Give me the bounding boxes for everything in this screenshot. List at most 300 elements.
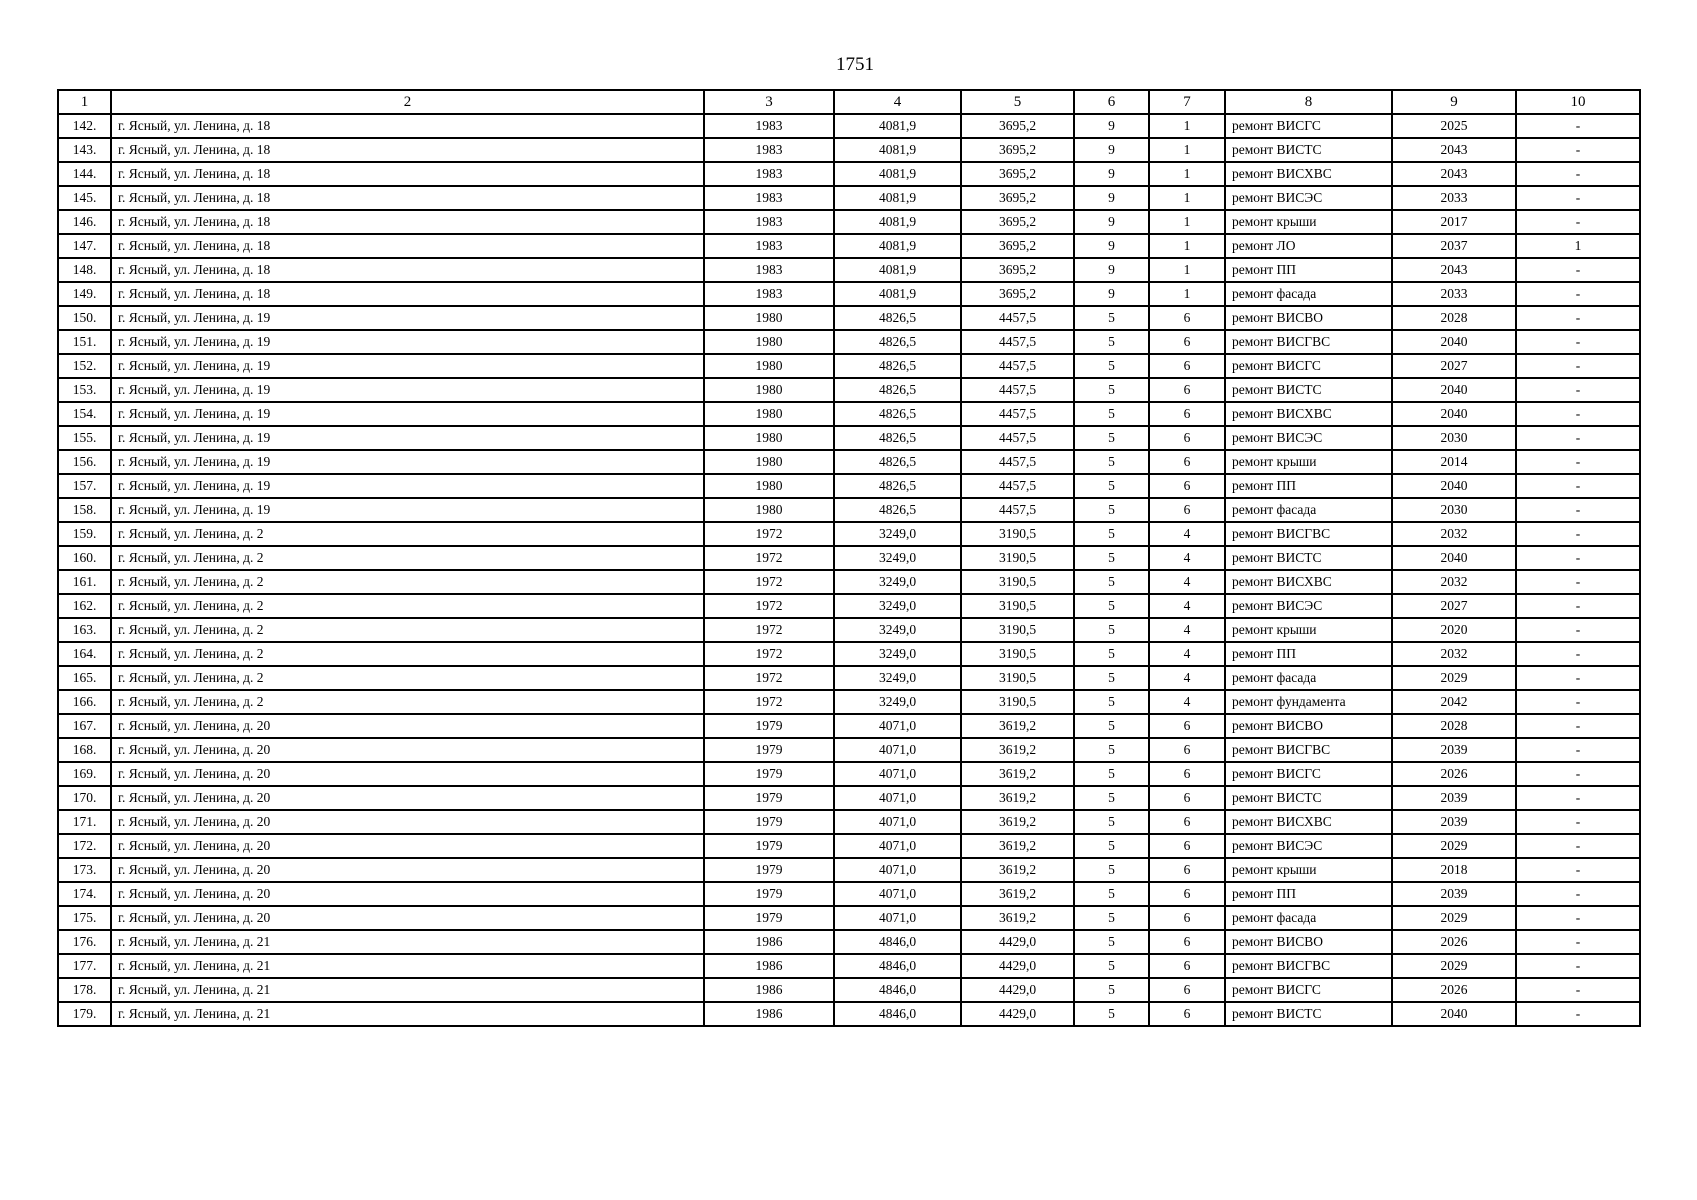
- cell-floors: 5: [1074, 882, 1149, 906]
- cell-row-number: 156.: [58, 450, 111, 474]
- cell-planned-year: 2040: [1392, 546, 1516, 570]
- cell-year-built: 1979: [704, 762, 834, 786]
- cell-col-10-value: -: [1516, 450, 1640, 474]
- cell-planned-year: 2029: [1392, 954, 1516, 978]
- cell-living-area: 3695,2: [961, 234, 1074, 258]
- cell-repair-type: ремонт ВИСВО: [1225, 306, 1392, 330]
- cell-entrances: 1: [1149, 114, 1225, 138]
- cell-year-built: 1979: [704, 834, 834, 858]
- header-col-9: 9: [1392, 90, 1516, 114]
- cell-repair-type: ремонт крыши: [1225, 858, 1392, 882]
- cell-total-area: 4826,5: [834, 378, 961, 402]
- cell-living-area: 4457,5: [961, 330, 1074, 354]
- cell-floors: 5: [1074, 378, 1149, 402]
- cell-floors: 5: [1074, 354, 1149, 378]
- cell-living-area: 3619,2: [961, 762, 1074, 786]
- table-row: [58, 138, 1640, 162]
- cell-year-built: 1972: [704, 642, 834, 666]
- cell-living-area: 3190,5: [961, 618, 1074, 642]
- cell-living-area: 3619,2: [961, 906, 1074, 930]
- cell-living-area: 3695,2: [961, 282, 1074, 306]
- cell-total-area: 4081,9: [834, 210, 961, 234]
- table-row: [58, 570, 1640, 594]
- cell-repair-type: ремонт ВИСТС: [1225, 138, 1392, 162]
- cell-living-area: 3619,2: [961, 882, 1074, 906]
- header-col-8: 8: [1225, 90, 1392, 114]
- cell-year-built: 1972: [704, 546, 834, 570]
- table-row: [58, 402, 1640, 426]
- cell-address: г. Ясный, ул. Ленина, д. 20: [111, 858, 704, 882]
- table-row: [58, 378, 1640, 402]
- table-row: [58, 258, 1640, 282]
- cell-total-area: 4826,5: [834, 426, 961, 450]
- cell-repair-type: ремонт ВИСХВС: [1225, 810, 1392, 834]
- cell-repair-type: ремонт ВИСГВС: [1225, 738, 1392, 762]
- cell-living-area: 3190,5: [961, 666, 1074, 690]
- cell-address: г. Ясный, ул. Ленина, д. 20: [111, 786, 704, 810]
- table-row: [58, 522, 1640, 546]
- cell-col-10-value: -: [1516, 498, 1640, 522]
- cell-address: г. Ясный, ул. Ленина, д. 20: [111, 810, 704, 834]
- cell-floors: 5: [1074, 738, 1149, 762]
- cell-entrances: 6: [1149, 978, 1225, 1002]
- cell-entrances: 1: [1149, 258, 1225, 282]
- cell-col-10-value: -: [1516, 546, 1640, 570]
- cell-floors: 5: [1074, 906, 1149, 930]
- cell-total-area: 4071,0: [834, 810, 961, 834]
- cell-entrances: 6: [1149, 474, 1225, 498]
- cell-row-number: 152.: [58, 354, 111, 378]
- cell-total-area: 4826,5: [834, 474, 961, 498]
- cell-planned-year: 2030: [1392, 426, 1516, 450]
- cell-address: г. Ясный, ул. Ленина, д. 20: [111, 738, 704, 762]
- cell-col-10-value: -: [1516, 210, 1640, 234]
- cell-address: г. Ясный, ул. Ленина, д. 2: [111, 594, 704, 618]
- cell-row-number: 168.: [58, 738, 111, 762]
- table-row: [58, 978, 1640, 1002]
- cell-floors: 5: [1074, 954, 1149, 978]
- cell-floors: 9: [1074, 114, 1149, 138]
- cell-row-number: 147.: [58, 234, 111, 258]
- cell-address: г. Ясный, ул. Ленина, д. 21: [111, 978, 704, 1002]
- cell-total-area: 4846,0: [834, 978, 961, 1002]
- cell-address: г. Ясный, ул. Ленина, д. 19: [111, 450, 704, 474]
- cell-living-area: 4457,5: [961, 306, 1074, 330]
- cell-repair-type: ремонт фундамента: [1225, 690, 1392, 714]
- cell-total-area: 4846,0: [834, 954, 961, 978]
- cell-total-area: 4826,5: [834, 402, 961, 426]
- cell-planned-year: 2040: [1392, 474, 1516, 498]
- cell-row-number: 153.: [58, 378, 111, 402]
- cell-living-area: 3619,2: [961, 810, 1074, 834]
- cell-row-number: 175.: [58, 906, 111, 930]
- cell-total-area: 4071,0: [834, 786, 961, 810]
- cell-entrances: 6: [1149, 1002, 1225, 1026]
- cell-entrances: 4: [1149, 546, 1225, 570]
- header-row: [58, 90, 1640, 114]
- cell-living-area: 3619,2: [961, 714, 1074, 738]
- cell-living-area: 4457,5: [961, 450, 1074, 474]
- cell-total-area: 3249,0: [834, 570, 961, 594]
- cell-col-10-value: -: [1516, 762, 1640, 786]
- cell-col-10-value: -: [1516, 810, 1640, 834]
- cell-row-number: 176.: [58, 930, 111, 954]
- table-row: [58, 162, 1640, 186]
- cell-year-built: 1986: [704, 930, 834, 954]
- cell-living-area: 4429,0: [961, 1002, 1074, 1026]
- cell-total-area: 3249,0: [834, 594, 961, 618]
- cell-address: г. Ясный, ул. Ленина, д. 21: [111, 930, 704, 954]
- cell-living-area: 4457,5: [961, 354, 1074, 378]
- table-row: [58, 234, 1640, 258]
- cell-floors: 5: [1074, 762, 1149, 786]
- cell-planned-year: 2027: [1392, 594, 1516, 618]
- table-row: [58, 546, 1640, 570]
- table-row: [58, 954, 1640, 978]
- cell-repair-type: ремонт ВИСХВС: [1225, 162, 1392, 186]
- cell-planned-year: 2026: [1392, 762, 1516, 786]
- cell-planned-year: 2039: [1392, 738, 1516, 762]
- cell-row-number: 154.: [58, 402, 111, 426]
- cell-repair-type: ремонт ВИСЭС: [1225, 594, 1392, 618]
- cell-address: г. Ясный, ул. Ленина, д. 20: [111, 714, 704, 738]
- cell-total-area: 4071,0: [834, 738, 961, 762]
- cell-total-area: 4081,9: [834, 234, 961, 258]
- cell-address: г. Ясный, ул. Ленина, д. 18: [111, 234, 704, 258]
- cell-repair-type: ремонт фасада: [1225, 282, 1392, 306]
- table-row: [58, 786, 1640, 810]
- cell-year-built: 1983: [704, 258, 834, 282]
- cell-planned-year: 2043: [1392, 138, 1516, 162]
- cell-year-built: 1980: [704, 450, 834, 474]
- cell-entrances: 1: [1149, 186, 1225, 210]
- cell-year-built: 1972: [704, 594, 834, 618]
- cell-living-area: 3190,5: [961, 546, 1074, 570]
- cell-year-built: 1983: [704, 186, 834, 210]
- cell-col-10-value: -: [1516, 618, 1640, 642]
- cell-row-number: 167.: [58, 714, 111, 738]
- cell-total-area: 4826,5: [834, 330, 961, 354]
- cell-floors: 5: [1074, 930, 1149, 954]
- table-row: [58, 906, 1640, 930]
- cell-living-area: 3695,2: [961, 186, 1074, 210]
- cell-total-area: 3249,0: [834, 666, 961, 690]
- table-row: [58, 618, 1640, 642]
- table-row: [58, 114, 1640, 138]
- cell-col-10-value: -: [1516, 330, 1640, 354]
- table-row: [58, 306, 1640, 330]
- cell-col-10-value: -: [1516, 1002, 1640, 1026]
- table-row: [58, 834, 1640, 858]
- table-row: [58, 810, 1640, 834]
- cell-col-10-value: -: [1516, 354, 1640, 378]
- cell-repair-type: ремонт ВИСГС: [1225, 114, 1392, 138]
- cell-floors: 9: [1074, 162, 1149, 186]
- cell-total-area: 4846,0: [834, 930, 961, 954]
- cell-col-10-value: -: [1516, 282, 1640, 306]
- cell-total-area: 4826,5: [834, 306, 961, 330]
- cell-year-built: 1972: [704, 666, 834, 690]
- cell-entrances: 6: [1149, 330, 1225, 354]
- cell-col-10-value: -: [1516, 378, 1640, 402]
- cell-address: г. Ясный, ул. Ленина, д. 2: [111, 570, 704, 594]
- cell-repair-type: ремонт ВИСТС: [1225, 546, 1392, 570]
- cell-total-area: 4081,9: [834, 138, 961, 162]
- cell-entrances: 6: [1149, 954, 1225, 978]
- cell-repair-type: ремонт ВИСТС: [1225, 786, 1392, 810]
- cell-address: г. Ясный, ул. Ленина, д. 18: [111, 114, 704, 138]
- cell-row-number: 148.: [58, 258, 111, 282]
- cell-living-area: 4457,5: [961, 402, 1074, 426]
- cell-floors: 5: [1074, 618, 1149, 642]
- cell-total-area: 4071,0: [834, 714, 961, 738]
- cell-year-built: 1980: [704, 426, 834, 450]
- cell-repair-type: ремонт фасада: [1225, 906, 1392, 930]
- cell-repair-type: ремонт ВИСТС: [1225, 378, 1392, 402]
- cell-entrances: 6: [1149, 306, 1225, 330]
- table-row: [58, 450, 1640, 474]
- cell-row-number: 172.: [58, 834, 111, 858]
- cell-living-area: 3695,2: [961, 258, 1074, 282]
- cell-entrances: 6: [1149, 762, 1225, 786]
- cell-planned-year: 2042: [1392, 690, 1516, 714]
- cell-address: г. Ясный, ул. Ленина, д. 20: [111, 762, 704, 786]
- cell-total-area: 4081,9: [834, 186, 961, 210]
- cell-entrances: 6: [1149, 450, 1225, 474]
- cell-year-built: 1979: [704, 738, 834, 762]
- cell-repair-type: ремонт ВИСГВС: [1225, 954, 1392, 978]
- cell-living-area: 4429,0: [961, 978, 1074, 1002]
- cell-row-number: 165.: [58, 666, 111, 690]
- cell-row-number: 143.: [58, 138, 111, 162]
- cell-row-number: 142.: [58, 114, 111, 138]
- cell-planned-year: 2037: [1392, 234, 1516, 258]
- table-row: [58, 738, 1640, 762]
- header-col-1: 1: [58, 90, 111, 114]
- cell-living-area: 3619,2: [961, 858, 1074, 882]
- cell-year-built: 1986: [704, 1002, 834, 1026]
- cell-entrances: 4: [1149, 570, 1225, 594]
- cell-total-area: 4081,9: [834, 258, 961, 282]
- cell-year-built: 1980: [704, 354, 834, 378]
- cell-address: г. Ясный, ул. Ленина, д. 19: [111, 426, 704, 450]
- page-number: 1751: [836, 54, 874, 75]
- cell-year-built: 1980: [704, 402, 834, 426]
- table-row: [58, 330, 1640, 354]
- cell-total-area: 4071,0: [834, 882, 961, 906]
- cell-col-10-value: -: [1516, 258, 1640, 282]
- cell-repair-type: ремонт ВИСГВС: [1225, 330, 1392, 354]
- cell-floors: 5: [1074, 402, 1149, 426]
- cell-planned-year: 2025: [1392, 114, 1516, 138]
- cell-year-built: 1986: [704, 978, 834, 1002]
- cell-year-built: 1979: [704, 858, 834, 882]
- cell-living-area: 4429,0: [961, 954, 1074, 978]
- cell-repair-type: ремонт ВИСГВС: [1225, 522, 1392, 546]
- cell-row-number: 164.: [58, 642, 111, 666]
- cell-repair-type: ремонт крыши: [1225, 450, 1392, 474]
- cell-planned-year: 2039: [1392, 786, 1516, 810]
- cell-col-10-value: -: [1516, 474, 1640, 498]
- cell-address: г. Ясный, ул. Ленина, д. 18: [111, 282, 704, 306]
- cell-address: г. Ясный, ул. Ленина, д. 19: [111, 306, 704, 330]
- cell-year-built: 1980: [704, 306, 834, 330]
- cell-address: г. Ясный, ул. Ленина, д. 19: [111, 402, 704, 426]
- cell-row-number: 166.: [58, 690, 111, 714]
- cell-total-area: 3249,0: [834, 522, 961, 546]
- cell-living-area: 3190,5: [961, 690, 1074, 714]
- cell-living-area: 3695,2: [961, 138, 1074, 162]
- cell-floors: 5: [1074, 714, 1149, 738]
- cell-col-10-value: -: [1516, 642, 1640, 666]
- cell-planned-year: 2030: [1392, 498, 1516, 522]
- table-row: [58, 690, 1640, 714]
- cell-address: г. Ясный, ул. Ленина, д. 18: [111, 138, 704, 162]
- cell-col-10-value: -: [1516, 954, 1640, 978]
- cell-repair-type: ремонт ВИСЭС: [1225, 426, 1392, 450]
- cell-address: г. Ясный, ул. Ленина, д. 19: [111, 354, 704, 378]
- header-col-4: 4: [834, 90, 961, 114]
- cell-year-built: 1983: [704, 114, 834, 138]
- cell-total-area: 4826,5: [834, 498, 961, 522]
- cell-col-10-value: -: [1516, 114, 1640, 138]
- cell-total-area: 4846,0: [834, 1002, 961, 1026]
- cell-col-10-value: -: [1516, 306, 1640, 330]
- cell-floors: 5: [1074, 426, 1149, 450]
- cell-planned-year: 2017: [1392, 210, 1516, 234]
- cell-entrances: 4: [1149, 690, 1225, 714]
- cell-row-number: 146.: [58, 210, 111, 234]
- cell-repair-type: ремонт фасада: [1225, 498, 1392, 522]
- cell-year-built: 1980: [704, 330, 834, 354]
- cell-address: г. Ясный, ул. Ленина, д. 20: [111, 906, 704, 930]
- cell-entrances: 6: [1149, 738, 1225, 762]
- table-row: [58, 882, 1640, 906]
- cell-row-number: 150.: [58, 306, 111, 330]
- cell-col-10-value: 1: [1516, 234, 1640, 258]
- cell-floors: 5: [1074, 810, 1149, 834]
- cell-floors: 9: [1074, 234, 1149, 258]
- cell-living-area: 3619,2: [961, 738, 1074, 762]
- cell-address: г. Ясный, ул. Ленина, д. 18: [111, 162, 704, 186]
- cell-floors: 5: [1074, 786, 1149, 810]
- header-col-10: 10: [1516, 90, 1640, 114]
- cell-entrances: 6: [1149, 378, 1225, 402]
- table-row: [58, 594, 1640, 618]
- cell-entrances: 6: [1149, 906, 1225, 930]
- cell-entrances: 4: [1149, 522, 1225, 546]
- cell-repair-type: ремонт ВИСВО: [1225, 930, 1392, 954]
- cell-planned-year: 2026: [1392, 930, 1516, 954]
- header-col-3: 3: [704, 90, 834, 114]
- cell-total-area: 4081,9: [834, 162, 961, 186]
- cell-floors: 5: [1074, 834, 1149, 858]
- cell-address: г. Ясный, ул. Ленина, д. 18: [111, 186, 704, 210]
- cell-floors: 5: [1074, 474, 1149, 498]
- table-row: [58, 1002, 1640, 1026]
- cell-entrances: 6: [1149, 426, 1225, 450]
- cell-total-area: 3249,0: [834, 618, 961, 642]
- cell-living-area: 3695,2: [961, 114, 1074, 138]
- cell-entrances: 1: [1149, 234, 1225, 258]
- cell-total-area: 3249,0: [834, 546, 961, 570]
- cell-floors: 9: [1074, 282, 1149, 306]
- cell-address: г. Ясный, ул. Ленина, д. 2: [111, 522, 704, 546]
- cell-living-area: 4457,5: [961, 474, 1074, 498]
- cell-entrances: 6: [1149, 402, 1225, 426]
- cell-col-10-value: -: [1516, 930, 1640, 954]
- cell-row-number: 158.: [58, 498, 111, 522]
- cell-repair-type: ремонт ПП: [1225, 642, 1392, 666]
- cell-repair-type: ремонт ПП: [1225, 474, 1392, 498]
- cell-row-number: 151.: [58, 330, 111, 354]
- cell-planned-year: 2028: [1392, 714, 1516, 738]
- cell-planned-year: 2032: [1392, 522, 1516, 546]
- cell-address: г. Ясный, ул. Ленина, д. 20: [111, 834, 704, 858]
- cell-living-area: 3190,5: [961, 642, 1074, 666]
- cell-repair-type: ремонт ПП: [1225, 258, 1392, 282]
- cell-repair-type: ремонт ВИСХВС: [1225, 402, 1392, 426]
- cell-address: г. Ясный, ул. Ленина, д. 21: [111, 954, 704, 978]
- header-col-5: 5: [961, 90, 1074, 114]
- cell-floors: 9: [1074, 258, 1149, 282]
- cell-year-built: 1980: [704, 474, 834, 498]
- cell-floors: 5: [1074, 570, 1149, 594]
- cell-year-built: 1983: [704, 234, 834, 258]
- cell-row-number: 149.: [58, 282, 111, 306]
- cell-floors: 9: [1074, 138, 1149, 162]
- cell-living-area: 4429,0: [961, 930, 1074, 954]
- cell-row-number: 157.: [58, 474, 111, 498]
- cell-entrances: 6: [1149, 930, 1225, 954]
- cell-row-number: 163.: [58, 618, 111, 642]
- cell-year-built: 1979: [704, 810, 834, 834]
- table-row: [58, 666, 1640, 690]
- cell-address: г. Ясный, ул. Ленина, д. 2: [111, 690, 704, 714]
- cell-col-10-value: -: [1516, 738, 1640, 762]
- cell-repair-type: ремонт ВИСГС: [1225, 762, 1392, 786]
- cell-planned-year: 2032: [1392, 642, 1516, 666]
- table-row: [58, 354, 1640, 378]
- cell-repair-type: ремонт фасада: [1225, 666, 1392, 690]
- cell-floors: 5: [1074, 522, 1149, 546]
- cell-row-number: 160.: [58, 546, 111, 570]
- cell-floors: 5: [1074, 330, 1149, 354]
- cell-repair-type: ремонт крыши: [1225, 210, 1392, 234]
- cell-year-built: 1979: [704, 786, 834, 810]
- cell-floors: 5: [1074, 978, 1149, 1002]
- cell-col-10-value: -: [1516, 426, 1640, 450]
- cell-row-number: 159.: [58, 522, 111, 546]
- cell-year-built: 1980: [704, 498, 834, 522]
- cell-living-area: 3190,5: [961, 594, 1074, 618]
- cell-planned-year: 2026: [1392, 978, 1516, 1002]
- cell-floors: 5: [1074, 690, 1149, 714]
- cell-address: г. Ясный, ул. Ленина, д. 19: [111, 378, 704, 402]
- cell-year-built: 1979: [704, 906, 834, 930]
- cell-row-number: 174.: [58, 882, 111, 906]
- cell-col-10-value: -: [1516, 162, 1640, 186]
- cell-living-area: 3190,5: [961, 522, 1074, 546]
- cell-floors: 5: [1074, 594, 1149, 618]
- cell-floors: 9: [1074, 210, 1149, 234]
- cell-living-area: 3190,5: [961, 570, 1074, 594]
- table-row: [58, 642, 1640, 666]
- cell-total-area: 4071,0: [834, 906, 961, 930]
- cell-row-number: 144.: [58, 162, 111, 186]
- cell-year-built: 1986: [704, 954, 834, 978]
- cell-living-area: 3619,2: [961, 834, 1074, 858]
